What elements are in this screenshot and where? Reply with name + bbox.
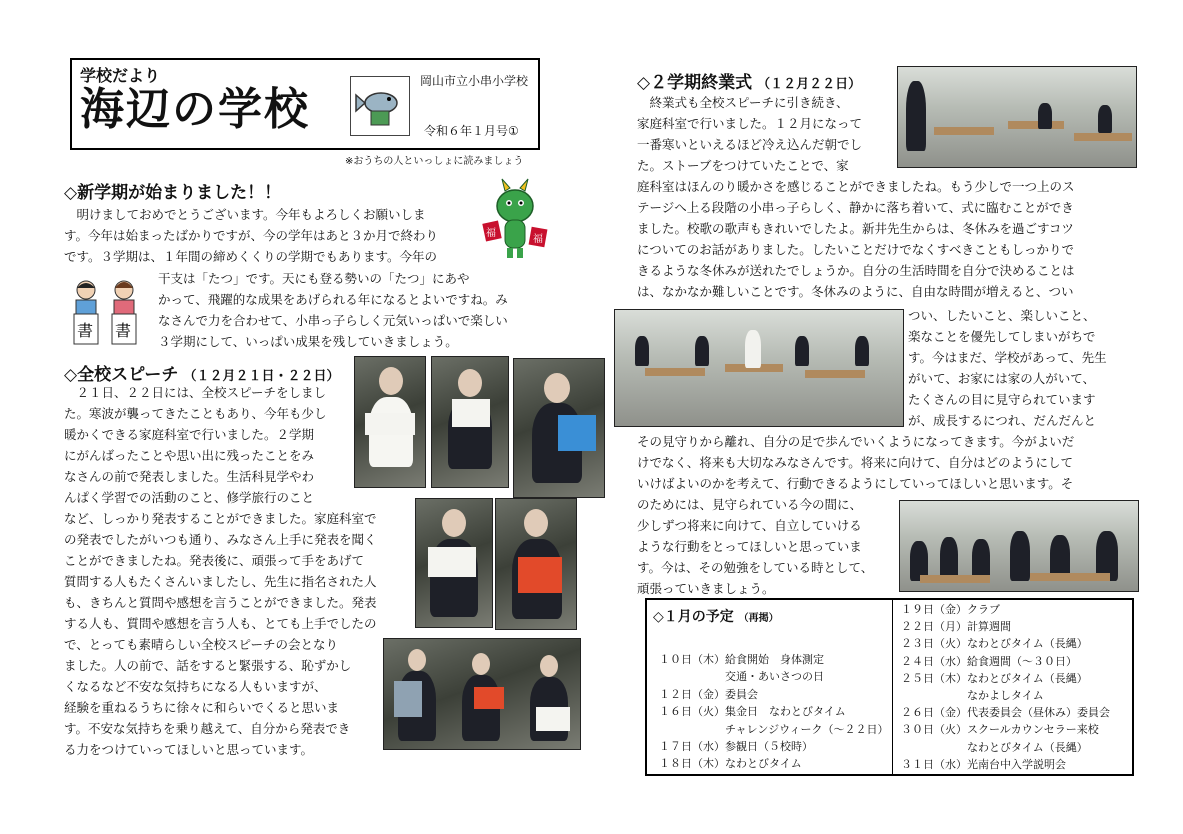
text-line: なさんで力を合わせて、小串っ子らしく元気いっぱいで楽しい	[158, 313, 508, 328]
issue-label: 令和６年１月号①	[424, 124, 519, 138]
text-line: きるような冬休みが送れたでしょうか。自分の生活時間を自分で決めることは	[637, 263, 1075, 278]
text-line: その見守りから離れ、自分の足で歩んでいくようになってきます。今がよいだ	[637, 434, 1075, 449]
text-line: など、しっかり発表することができました。家庭科室で	[64, 511, 377, 526]
text-line: す。今年は始まったばかりですが、今の学年はあと３か月で終わり	[64, 228, 439, 243]
calligraphy-text: 書	[77, 321, 94, 340]
section-speech-date: （１２月２１日・２２日）	[183, 369, 340, 384]
speech-photo	[431, 356, 509, 488]
fuku-right-text: 福	[533, 234, 543, 245]
section-closing-body-lower	[637, 431, 1122, 494]
schedule-row: なわとびタイム（長縄）	[901, 740, 1088, 754]
schedule-row: １２日（金）委員会	[659, 687, 758, 701]
text-line: かって、飛躍的な成果をあげられる年になるとよいですね。み	[158, 292, 508, 307]
speech-photo	[495, 498, 577, 630]
text-line: た。ストーブをつけていたことで、家	[637, 158, 849, 173]
january-schedule	[645, 598, 1134, 776]
text-line: す。今はまだ、学校があって、先生	[908, 350, 1107, 365]
speech-photo	[415, 498, 493, 628]
text-line: なさんの前で発表しました。生活科見学やわ	[64, 469, 315, 484]
series-title: 学校だより	[80, 66, 161, 85]
text-line: 暖かくできる家庭科室で行いました。２学期	[64, 427, 315, 442]
section-new-term-body	[64, 204, 504, 267]
speech-group-photo	[383, 638, 581, 750]
text-line: 質問する人もたくさんいましたし、先生に指名された人	[64, 574, 377, 589]
text-line: けでなく、将来も大切なみなさんです。将来に向けて、自分はどのようにして	[637, 455, 1074, 470]
schedule-row: ２６日（金）代表委員会（昼休み）委員会	[901, 706, 1110, 720]
section-new-term-body-2	[158, 268, 553, 352]
schedule-row: ２２日（月）計算週間	[901, 620, 1011, 634]
calligraphy-text: 書	[115, 321, 132, 340]
section-closing-body-mid	[637, 176, 1122, 302]
schedule-row: チャレンジウィーク（～２２日）	[659, 722, 889, 736]
students-writing-illustration	[68, 278, 146, 348]
ceremony-photo	[899, 500, 1139, 592]
newsletter-title: 海辺の学校	[80, 84, 310, 135]
text-line: が、成長するにつれ、だんだんと	[908, 413, 1097, 428]
speech-photo	[513, 358, 605, 498]
text-line: 庭科室はほんのり暖かさを感じることができましたね。もう少しで一つ上のス	[637, 179, 1075, 194]
text-line: がいて、お家には家の人がいて、	[908, 371, 1096, 386]
schedule-row: ２３日（火）なわとびタイム（長縄）	[901, 637, 1088, 651]
schedule-row: １７日（水）参観日（５校時）	[659, 740, 813, 753]
schedule-row: 交通・あいさつの日	[659, 670, 824, 684]
section-closing-body-right	[908, 305, 1118, 431]
reading-note: ※おうちの人といっしょに読みましょう	[345, 156, 524, 167]
schedule-row: ２４日（水）給食週間（～３０日）	[901, 654, 1077, 668]
text-line: 頑張っていきましょう。	[637, 581, 775, 596]
schedule-divider	[892, 600, 893, 774]
text-line: は、なかなか難しいことです。冬休みのように、自由な時間が増えると、つい	[637, 284, 1074, 299]
text-line: 楽なことを優先してしまいがちで	[908, 329, 1096, 344]
text-line: 明けましておめでとうございます。今年もよろしくお願いしま	[76, 207, 426, 222]
fuku-left-text: 福	[486, 228, 496, 239]
ceremony-photo	[614, 309, 904, 427]
text-line: ました。人の前で、話をすると緊張する、恥ずかし	[64, 658, 352, 673]
ceremony-photo	[897, 66, 1137, 168]
section-closing-heading	[637, 68, 861, 93]
schedule-row: １６日（火）集金日 なわとびタイム	[659, 705, 846, 719]
section-closing-date: （１２月２２日）	[757, 77, 862, 92]
schedule-repost-label: （再掲）	[738, 613, 779, 624]
text-line: んぱく学習での活動のこと、修学旅行のこと	[64, 490, 315, 505]
text-line: です。３学期は、１年間の締めくくりの学期でもあります。今年の	[64, 249, 438, 264]
text-line: 少しずつ将来に向けて、自立していける	[637, 518, 862, 533]
text-line: ような行動をとってほしいと思っていま	[637, 539, 862, 554]
text-line: する人も、質問や感想を言う人も、とても上手でしたの	[64, 616, 377, 631]
fish-mascot-icon	[350, 76, 410, 136]
text-line: 干支は「たつ」です。天にも登る勢いの「たつ」にあや	[158, 271, 470, 286]
section-new-term-heading: ◇新学期が始まりました！！	[64, 183, 282, 203]
text-line: つい、したいこと、楽しいこと、	[908, 308, 1096, 323]
schedule-row: １０日（木）給食開始 身体測定	[659, 653, 824, 666]
text-line: す。今は、その勉強をしている時として、	[637, 560, 874, 575]
schedule-title	[653, 606, 779, 626]
schedule-row: １９日（金）クラブ	[901, 603, 1000, 616]
text-line: る力をつけていってほしいと思っています。	[64, 742, 314, 757]
text-line: くなるなど不安な気持ちになる人もいますが、	[64, 679, 327, 694]
text-line: た。寒波が襲ってきたこともあり、今年も少し	[64, 406, 327, 421]
text-line: についてのお話がありました。したいことだけでなくすべきこともしっかりで	[637, 242, 1075, 257]
text-line: 経験を重ねるうちに徐々に和らいでくると思いま	[64, 700, 340, 715]
text-line: いけばよいのかを考えて、行動できるようにしていってほしいと思います。そ	[637, 476, 1074, 491]
school-name: 岡山市立小串小学校	[420, 74, 529, 88]
text-line: ３学期にして、いっぱい成果を残していきましょう。	[158, 334, 458, 349]
text-line: で、とっても素晴らしい全校スピーチの会となり	[64, 637, 339, 652]
schedule-title-text: ◇１月の予定	[653, 609, 734, 625]
text-line: ました。校歌の歌声もきれいでしたよ。新井先生からは、冬休みを過ごすコツ	[637, 221, 1074, 236]
section-closing-title: ◇２学期終業式	[637, 73, 753, 93]
schedule-row: ２５日（木）なわとびタイム（長縄）	[901, 671, 1088, 685]
speech-photo	[354, 356, 426, 488]
text-line: 一番寒いといえるほど冷え込んだ朝でし	[637, 137, 863, 152]
text-line: ２１日、２２日には、全校スピーチをしまし	[76, 385, 327, 400]
text-line: ことができましたね。発表後に、頑張って手をあげて	[64, 553, 365, 568]
schedule-row: ３１日（水）光南台中入学説明会	[901, 757, 1066, 771]
text-line: 終業式も全校スピーチに引き続き、	[649, 95, 849, 110]
schedule-row: １８日（木）なわとびタイム	[659, 757, 802, 771]
masthead	[70, 58, 540, 150]
text-line: たくさんの目に見守られています	[908, 392, 1096, 407]
text-line: 家庭科室で行いました。１２月になって	[637, 116, 863, 131]
text-line: す。不安な気持ちを乗り越えて、自分から発表でき	[64, 721, 351, 736]
text-line: テージへ上る段階の小串っ子らしく、静かに落ち着いて、式に臨むことができ	[637, 200, 1074, 215]
text-line: の発表でしたがいつも通り、みなさん上手に発表を聞く	[64, 532, 377, 547]
section-closing-body-bottom	[637, 494, 897, 599]
section-speech-title: ◇全校スピーチ	[64, 365, 179, 385]
text-line: のためには、見守られている今の間に、	[637, 497, 863, 512]
text-line: にがんばったことや思い出に残ったことをみ	[64, 448, 315, 463]
text-line: も、きちんと質問や感想を言うことができました。発表	[64, 595, 377, 610]
section-closing-body-top	[637, 92, 892, 176]
schedule-row: なかよしタイム	[901, 689, 1044, 702]
schedule-row: ３０日（火）スクールカウンセラー来校	[901, 723, 1099, 737]
